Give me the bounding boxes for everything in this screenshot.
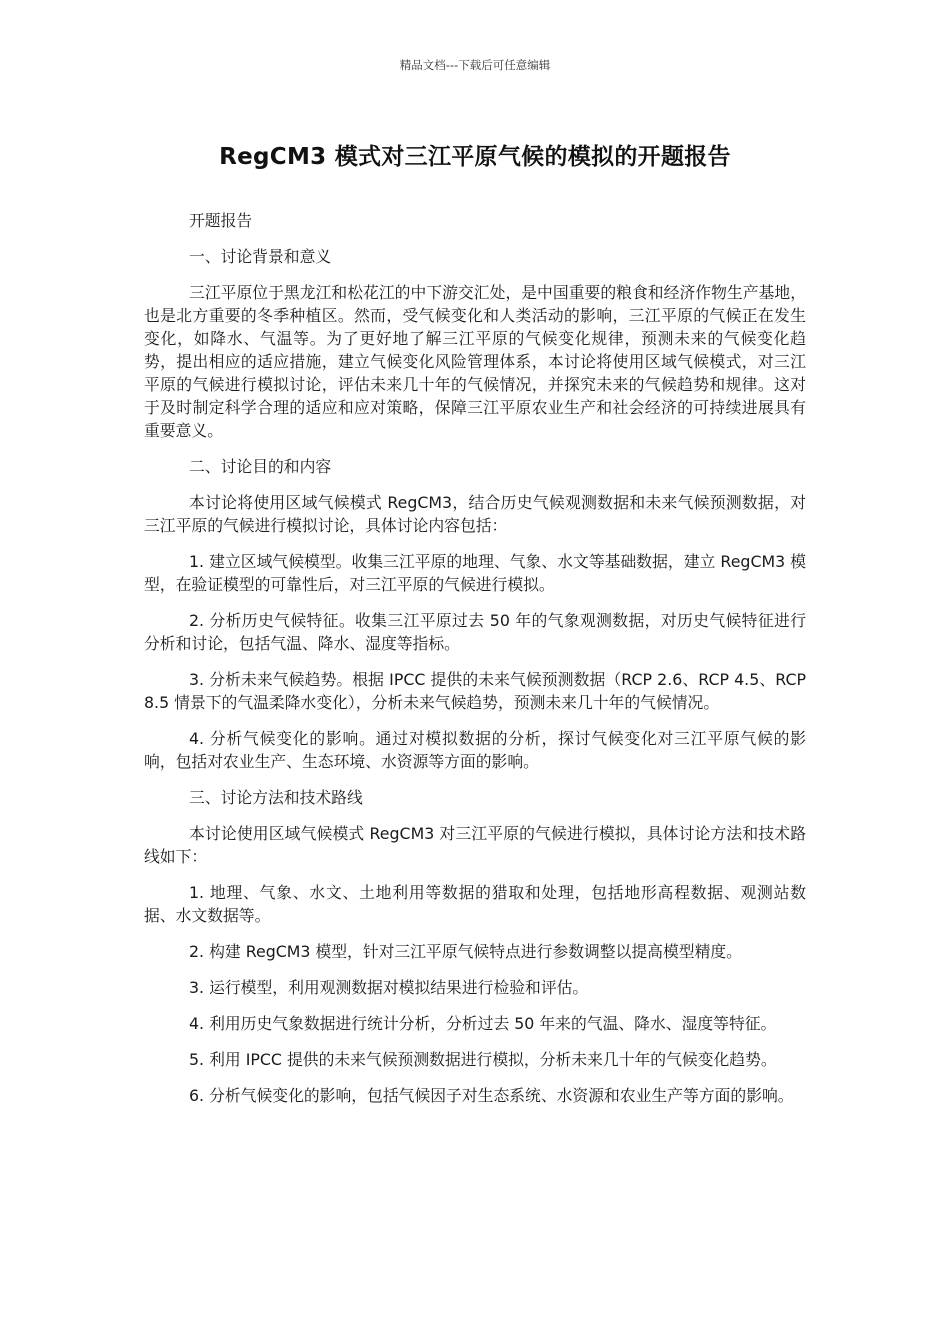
list-item-content-2: 2. 分析历史气候特征。收集三江平原过去 50 年的气象观测数据，对历史气候特征进行分析和讨论，包括气温、降水、湿度等指标。 xyxy=(144,611,806,653)
document-title: RegCM3 模式对三江平原气候的模拟的开题报告 xyxy=(219,144,731,170)
section-heading-3: 三、讨论方法和技术路线 xyxy=(189,788,363,807)
section-heading-2: 二、讨论目的和内容 xyxy=(189,457,332,476)
list-item-method-4: 4. 利用历史气象数据进行统计分析，分析过去 50 年来的气温、降水、湿度等特征。 xyxy=(189,1014,777,1033)
page-header-note: 精品文档---下载后可任意编辑 xyxy=(399,58,551,72)
list-item-method-2: 2. 构建 RegCM3 模型，针对三江平原气候特点进行参数调整以提高模型精度。 xyxy=(189,942,742,961)
paragraph-method: 本讨论使用区域气候模式 RegCM3 对三江平原的气候进行模拟，具体讨论方法和技术路线如下： xyxy=(144,824,806,866)
list-item-method-3: 3. 运行模型，利用观测数据对模拟结果进行检验和评估。 xyxy=(189,978,589,997)
document-body xyxy=(144,209,806,1107)
section-heading-1: 一、讨论背景和意义 xyxy=(189,247,332,266)
paragraph-background: 三江平原位于黑龙江和松花江的中下游交汇处，是中国重要的粮食和经济作物生产基地，也是北方重要的冬季种植区。然而，受气候变化和人类活动的影响，三江平原的气候正在发生变化，如降水、气温等。为了更好地了解三江平原的气候变化规律，预测未来的气候变化趋势，提出相应的适应措施，建立气候变化风险管理体系，本讨论将使用区域气候模式，对三江平原的气候进行模拟讨论，评估未来几十年的气候情况，并探究未来的气候趋势和规律。这对于及时制定科学合理的适应和应对策略，保障三江平原农业生产和社会经济的可持续进展具有重要意义。 xyxy=(144,283,806,440)
paragraph-purpose: 本讨论将使用区域气候模式 RegCM3，结合历史气候观测数据和未来气候预测数据，对三江平原的气候进行模拟讨论，具体讨论内容包括： xyxy=(144,493,806,535)
list-item-method-6: 6. 分析气候变化的影响，包括气候因子对生态系统、水资源和农业生产等方面的影响。 xyxy=(189,1086,794,1105)
list-item-content-3: 3. 分析未来气候趋势。根据 IPCC 提供的未来气候预测数据（RCP 2.6、RCP 4.5、RCP 8.5 情景下的气温柔降水变化），分析未来气候趋势，预测未来几十年的气候情况。 xyxy=(144,670,806,712)
list-item-content-4: 4. 分析气候变化的影响。通过对模拟数据的分析，探讨气候变化对三江平原气候的影响，包括对农业生产、生态环境、水资源等方面的影响。 xyxy=(144,729,806,771)
list-item-content-1: 1. 建立区域气候模型。收集三江平原的地理、气象、水文等基础数据，建立 RegCM3 模型，在验证模型的可靠性后，对三江平原的气候进行模拟。 xyxy=(144,552,806,594)
list-item-method-5: 5. 利用 IPCC 提供的未来气候预测数据进行模拟，分析未来几十年的气候变化趋势。 xyxy=(189,1050,777,1069)
list-item-method-1: 1. 地理、气象、水文、土地利用等数据的猎取和处理，包括地形高程数据、观测站数据、水文数据等。 xyxy=(144,883,806,925)
paragraph-label: 开题报告 xyxy=(189,211,253,230)
